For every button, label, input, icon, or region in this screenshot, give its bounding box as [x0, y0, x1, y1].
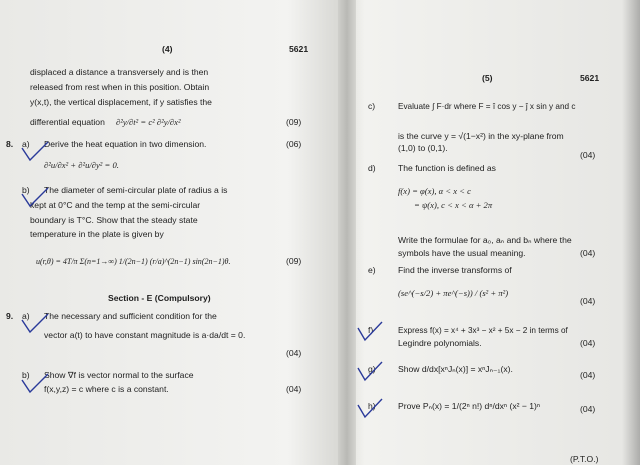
marks: (04)	[580, 370, 596, 380]
question-text: Show ∇f is vector normal to the surface	[44, 370, 194, 380]
part-label: f)	[368, 325, 374, 335]
part-label: b)	[22, 185, 30, 195]
part-label: a)	[22, 139, 30, 149]
pen-tick-mark	[20, 186, 50, 208]
paper-code: 5621	[580, 73, 600, 83]
pen-tick-mark	[20, 372, 50, 394]
intro-line: differential equation	[30, 117, 105, 127]
pto-note: (P.T.O.)	[570, 454, 599, 464]
question-text: The function is defined as	[398, 163, 496, 173]
marks: (09)	[286, 256, 302, 266]
question-text: boundary is T°C. Show that the steady state	[30, 215, 198, 225]
question-text: kept at 0°C and the temp at the semi-circular	[30, 200, 201, 210]
wave-equation: ∂²y/∂t² = c² ∂²y/∂x²	[116, 117, 181, 127]
marks: (04)	[580, 296, 596, 306]
right-page	[352, 0, 640, 465]
question-text: Express f(x) = x⁴ + 3x³ − x² + 5x − 2 in terms of	[398, 326, 568, 335]
question-number: 8.	[6, 139, 14, 149]
question-text: is the curve y = √(1−x²) in the xy-plane from	[398, 131, 564, 141]
question-text: Derive the heat equation in two dimension.	[44, 139, 207, 149]
page-number: (4)	[162, 44, 173, 54]
marks: (04)	[580, 150, 596, 160]
marks: (09)	[286, 117, 302, 127]
marks: (06)	[286, 139, 302, 149]
pen-tick-mark	[20, 312, 50, 334]
question-text: The diameter of semi-circular plate of radius a is	[44, 185, 228, 195]
question-text: (1,0) to (0,1).	[398, 143, 448, 153]
part-label: g)	[368, 364, 376, 374]
part-label: e)	[368, 265, 376, 275]
pen-tick-mark	[20, 140, 50, 162]
question-text: Legindre polynomials.	[398, 338, 482, 348]
page-edge-shadow	[622, 0, 640, 465]
marks: (04)	[580, 338, 596, 348]
marks: (04)	[580, 404, 596, 414]
marks: (04)	[580, 248, 596, 258]
section-title: Section - E (Compulsory)	[108, 293, 211, 303]
piecewise-equation: = ψ(x), c < x < α + 2π	[414, 200, 493, 210]
pen-tick-mark	[356, 397, 384, 419]
question-text: Write the formulae for a₀, aₙ and bₙ where the	[398, 235, 572, 245]
marks: (04)	[286, 348, 302, 358]
question-text: Prove Pₙ(x) = 1/(2ⁿ n!) dⁿ/dxⁿ (x² − 1)ⁿ	[398, 401, 541, 411]
laplace-equation: ∂²u/∂x² + ∂²u/∂y² = 0.	[44, 160, 119, 170]
intro-line: released from rest when in this position. Obtain	[30, 82, 210, 92]
part-label: a)	[22, 311, 30, 321]
question-text: vector a(t) to have constant magnitude is a·da/dt = 0.	[44, 330, 246, 340]
part-label: h)	[368, 401, 376, 411]
question-text: Evaluate ∫ F·dr where F = î cos y − ĵ x sin y and c	[398, 102, 576, 111]
question-text: f(x,y,z) = c where c is a constant.	[44, 384, 169, 394]
intro-line: displaced a distance a transversely and is then	[30, 67, 209, 77]
question-text: The necessary and sufficient condition for the	[44, 311, 217, 321]
question-text: symbols have the usual meaning.	[398, 248, 526, 258]
pen-tick-mark	[356, 320, 384, 342]
laplace-expression: (se^(−s/2) + πe^(−s)) / (s² + π²)	[398, 288, 509, 298]
paper-code: 5621	[289, 44, 309, 54]
marks: (04)	[286, 384, 302, 394]
part-label: b)	[22, 370, 30, 380]
question-text: temperature in the plate is given by	[30, 229, 164, 239]
page-number: (5)	[482, 73, 493, 83]
intro-line: y(x,t), the vertical displacement, if y satisfies the	[30, 97, 212, 107]
question-text: Find the inverse transforms of	[398, 265, 512, 275]
question-text: Show d/dx[xⁿJₙ(x)] = xⁿJₙ₋₁(x).	[398, 364, 513, 374]
part-label: d)	[368, 163, 376, 173]
question-number: 9.	[6, 311, 14, 321]
piecewise-equation: f(x) = φ(x), α < x < c	[398, 186, 471, 196]
pen-tick-mark	[356, 360, 384, 382]
temperature-series: u(r,θ) = 4T/π Σ(n=1→∞) 1/(2n−1) (r/a)^(2n−1) sin(2n−1)θ.	[36, 257, 231, 266]
part-label: c)	[368, 101, 376, 111]
